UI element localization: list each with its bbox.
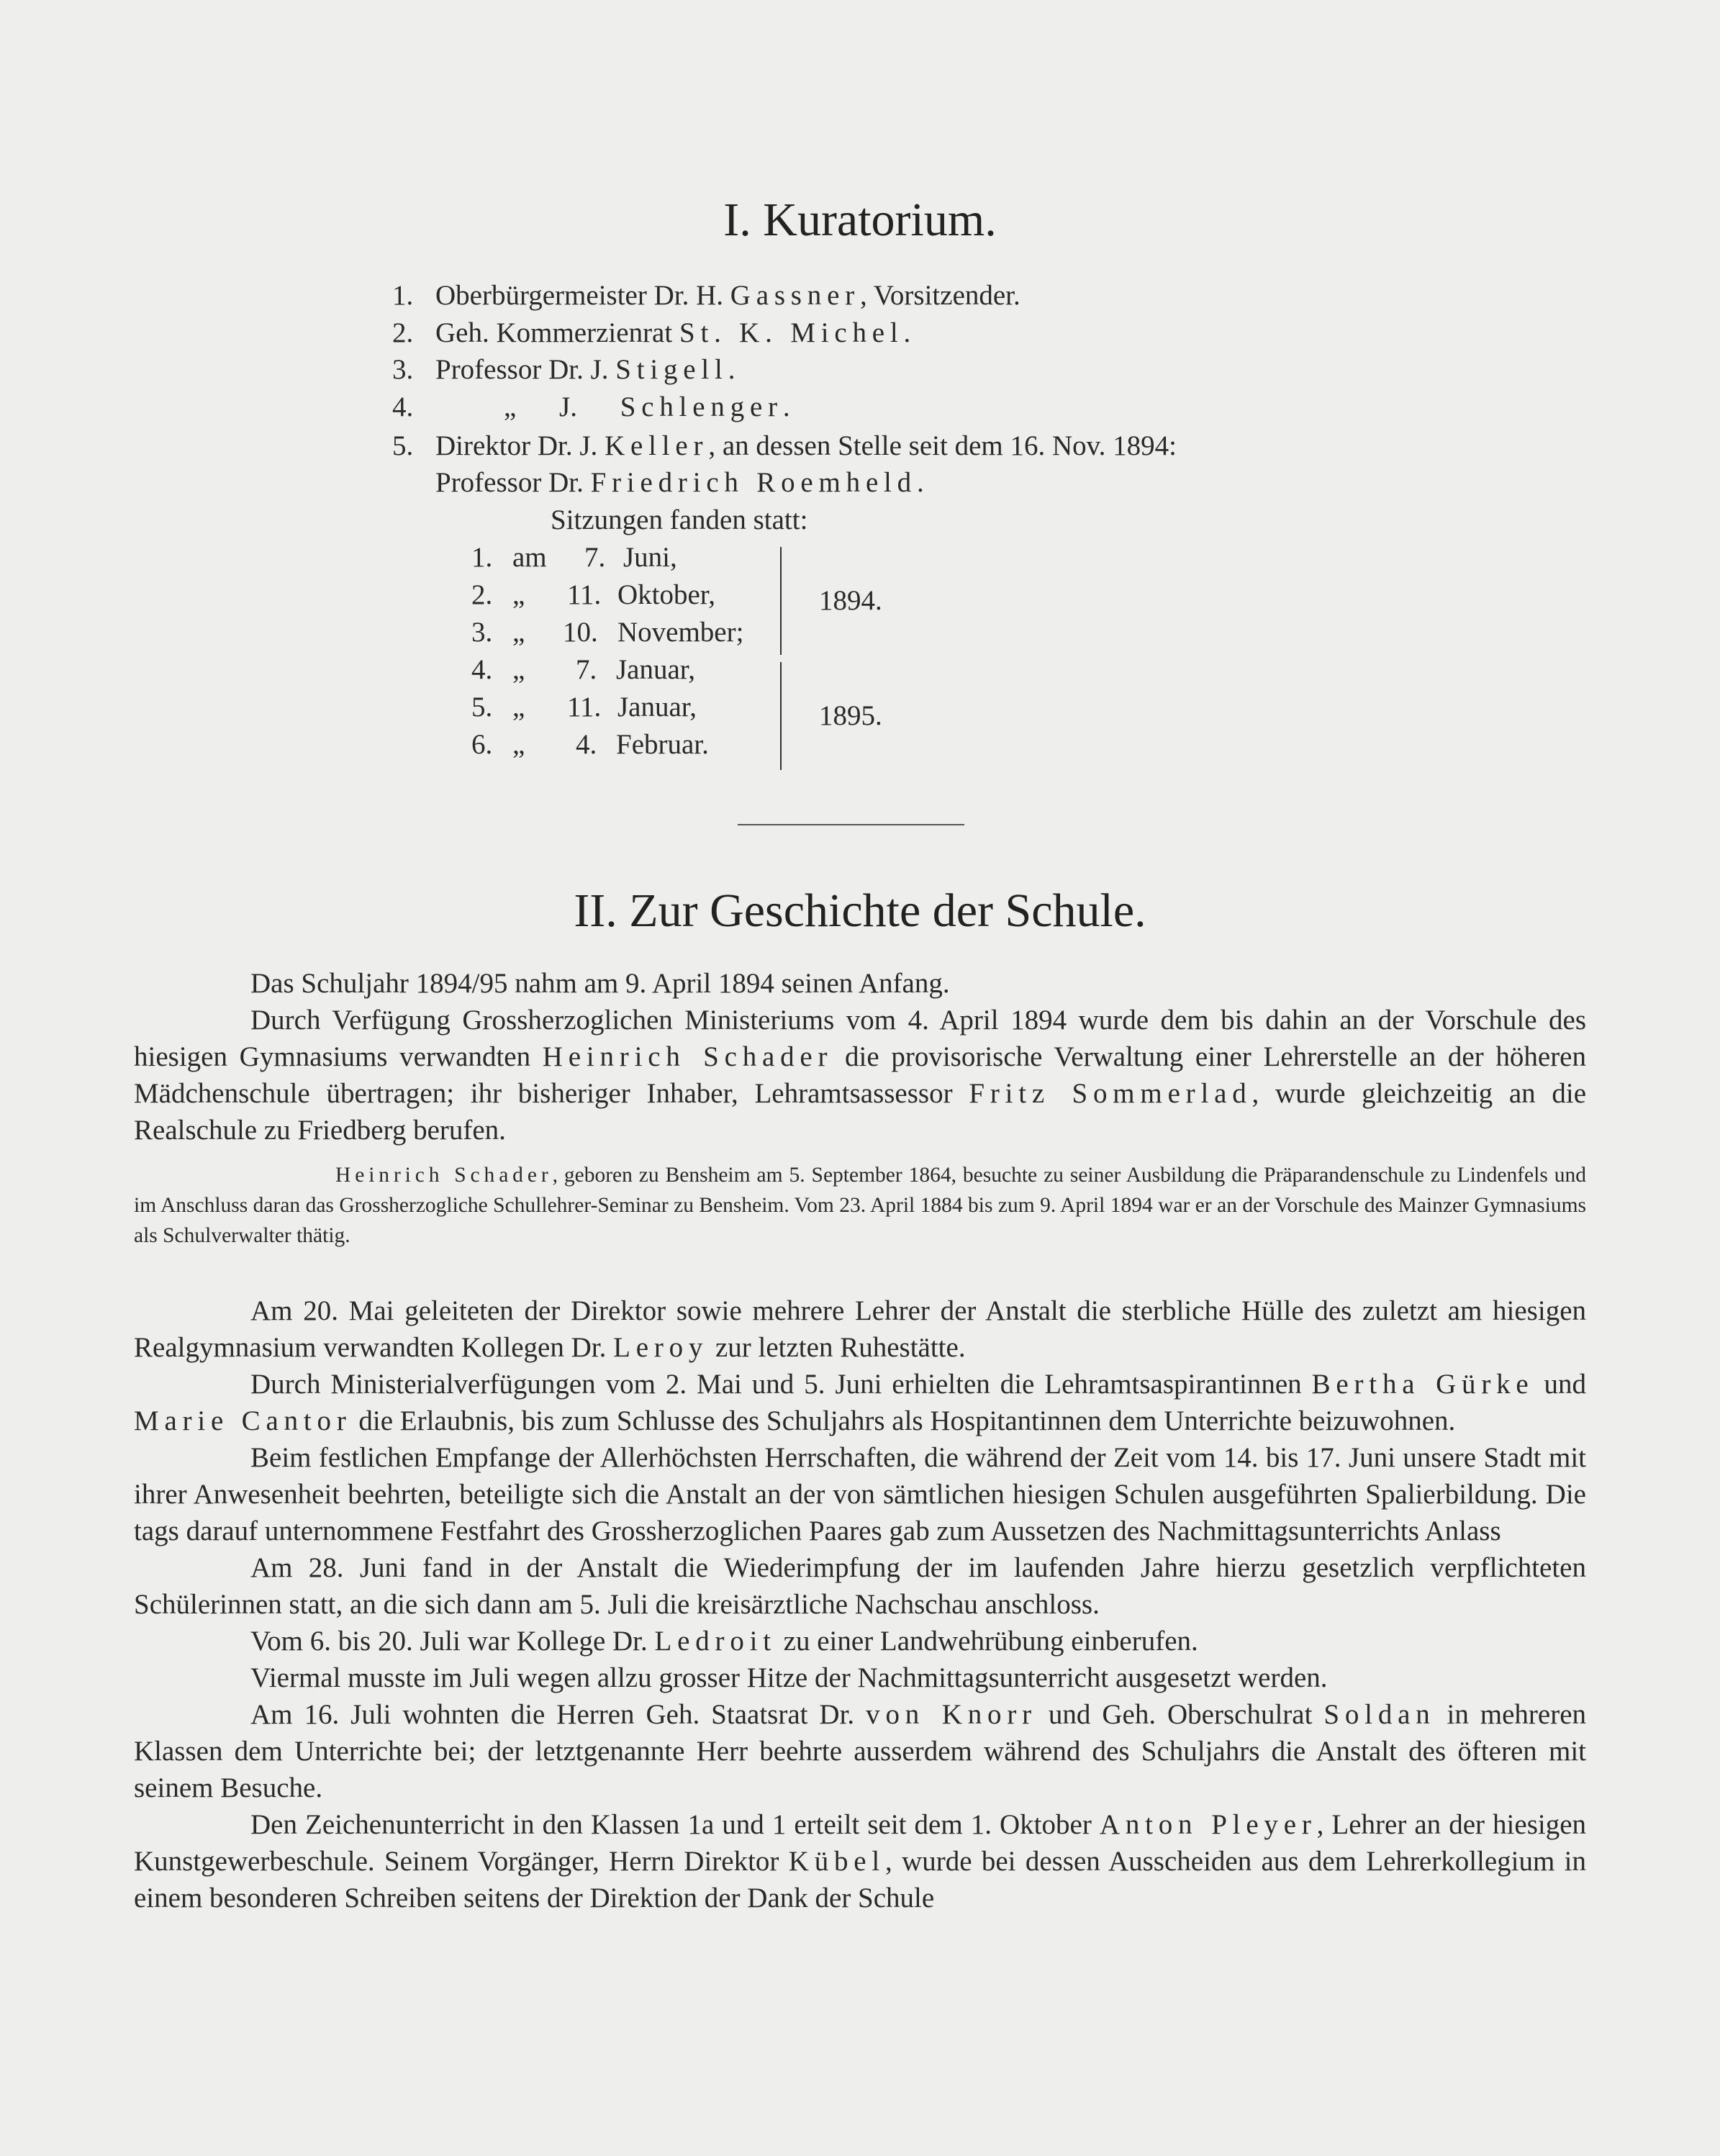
- paragraph-text: Am 16. Juli wohnten die Herren Geh. Staatsrat Dr.: [250, 1699, 855, 1730]
- year-1895: 1895.: [819, 700, 882, 731]
- session-day: 10.: [563, 617, 598, 648]
- member-text: .: [782, 391, 790, 422]
- member-number: 5.: [392, 430, 414, 461]
- member-name: Keller: [605, 430, 709, 461]
- paragraph-text: Durch Verfügung Grossherzoglichen Ministeriums vom 4. April 1894 wurde dem bis dahin an der Vorschule des hiesigen Gymnasiums verwandten: [134, 1005, 1586, 1072]
- paragraph: Beim festlichen Empfange der Allerhöchsten Herrschaften, die während der Zeit vom 14. bis 17. Juni unsere Stadt mit ihrer Anwesenheit beehrten, beteiligte sich die Anstalt an der von sämtlichen hiesigen Schulen ausgeführten Spalierbildung. Die tags darauf unternommene Festfahrt des Grossherzoglichen Paares gab zum Aussetzen des Nachmittagsunterrichts Anlass: [134, 1442, 1586, 1546]
- paragraph-text: zur letzten Ruhestätte.: [715, 1332, 966, 1363]
- section-title-kuratorium: I. Kuratorium.: [723, 194, 997, 246]
- member-line: [435, 317, 910, 349]
- session-num: 2.: [471, 579, 493, 610]
- session-num: 1.: [471, 542, 493, 573]
- session-day: 11.: [567, 579, 602, 610]
- member-number: 1.: [392, 280, 414, 311]
- paragraph: [134, 1002, 1586, 1149]
- paragraph-text: , wurde gleichzeitig an die Realschule zu Friedberg berufen.: [134, 1078, 1586, 1146]
- member-text: .: [728, 354, 735, 385]
- session-prep: am: [512, 542, 547, 573]
- member-name: St. K. Michel: [679, 317, 904, 348]
- member-line: [504, 391, 790, 423]
- session-prep: „: [512, 729, 525, 760]
- person-name: von Knorr: [866, 1699, 1037, 1730]
- history-text-2: [134, 1292, 1586, 1916]
- member-text: , Vorsitzender.: [859, 280, 1020, 311]
- session-day: 7.: [576, 654, 597, 685]
- history-text-1: [134, 965, 1586, 1149]
- member-name: Gassner: [730, 280, 860, 311]
- member-name: Friedrich Roemheld: [590, 467, 917, 498]
- member-text: Professor Dr. J.: [435, 354, 609, 385]
- note-text: , geboren zu Bensheim am 5. September 1864, besuchte zu seiner Ausbildung die Präparandenschule zu Lindenfels und im Anschluss daran das Grossherzogliche Schullehrer-Seminar zu Bensheim. Vom 23. April 1884 bis zum 9. April 1894 war er an der Vorschule des Mainzer Gymnasiums als Schulverwalter thätig.: [134, 1164, 1586, 1247]
- session-num: 3.: [471, 617, 493, 648]
- note-paragraph: [134, 1160, 1586, 1251]
- session-prep: „: [512, 654, 525, 685]
- paragraph: Am 28. Juni fand in der Anstalt die Wiederimpfung der im laufenden Jahre hierzu gesetzlich verpflichteten Schülerinnen statt, an die sich dann am 5. Juli die kreisärztliche Nachschau anschloss.: [134, 1552, 1586, 1620]
- person-name: Bertha Gürke: [1311, 1369, 1534, 1400]
- session-month: Januar,: [616, 654, 695, 685]
- brace-1895: [780, 662, 787, 770]
- session-day: 4.: [576, 729, 597, 760]
- section-title-geschichte: II. Zur Geschichte der Schule.: [574, 884, 1146, 937]
- paragraph-text: Den Zeichenunterricht in den Klassen 1a und 1 erteilt seit dem 1. Oktober: [250, 1809, 1092, 1840]
- session-month: November;: [617, 617, 744, 648]
- session-day: 7.: [584, 542, 606, 573]
- person-name: Marie Cantor: [134, 1405, 352, 1436]
- paragraph-text: in mehreren Klassen dem Unterrichte bei; der letztgenannte Herr beehrte ausserdem während des Schuljahrs die Anstalt des öfteren mit seinem Besuche.: [134, 1699, 1587, 1803]
- biographical-note: [134, 1160, 1586, 1251]
- paragraph-text: zu einer Landwehrübung einberufen.: [783, 1626, 1198, 1657]
- session-prep: „: [512, 692, 525, 723]
- person-name: Heinrich Schader: [542, 1041, 833, 1072]
- paragraph-text: die provisorische Verwaltung einer Lehrerstelle an der höheren Mädchenschule übertragen; ihr bisheriger Inhaber, Lehramtsassessor: [134, 1041, 1586, 1109]
- member-name: Stigell: [615, 354, 728, 385]
- paragraph: Das Schuljahr 1894/95 nahm am 9. April 1894 seinen Anfang.: [250, 968, 950, 999]
- paragraph-text: Am 20. Mai geleiteten der Direktor sowie mehrere Lehrer der Anstalt die sterbliche Hülle des zuletzt am hiesigen Realgymnasium verwandten Kollegen Dr.: [134, 1295, 1586, 1363]
- paragraph-text: , wurde bei dessen Ausscheiden aus dem Lehrerkollegium in einem besonderen Schreiben seitens der Direktion der Dank der Schule: [134, 1846, 1586, 1913]
- brace-1894: [780, 547, 787, 655]
- session-month: Oktober,: [617, 579, 715, 610]
- session-num: 5.: [471, 692, 493, 723]
- paragraph: [134, 1623, 1586, 1659]
- paragraph: [134, 1366, 1586, 1439]
- paragraph: [134, 1696, 1586, 1806]
- paragraph-text: die Erlaubnis, bis zum Schlusse des Schuljahrs als Hospitantinnen dem Unterrichte beizuwohnen.: [358, 1405, 1456, 1436]
- session-month: Januar,: [617, 692, 697, 723]
- member-name: Schlenger: [620, 391, 783, 422]
- session-month: Juni,: [623, 542, 677, 573]
- person-name: Soldan: [1323, 1699, 1436, 1730]
- member-text: Geh. Kommerzienrat: [435, 317, 673, 348]
- paragraph-text: Vom 6. bis 20. Juli war Kollege Dr.: [250, 1626, 648, 1657]
- section-divider: [738, 824, 964, 825]
- member-text: .: [903, 317, 911, 348]
- member-text: Direktor Dr. J.: [435, 430, 598, 461]
- paragraph: [134, 1806, 1586, 1916]
- paragraph: [134, 1292, 1586, 1366]
- person-name: Anton Pleyer: [1099, 1809, 1317, 1840]
- member-text: Professor Dr.: [435, 467, 584, 498]
- member-line: [435, 279, 1020, 312]
- paragraph-text: und: [1544, 1369, 1586, 1400]
- member-text: .: [917, 467, 924, 498]
- member-line: [435, 353, 735, 386]
- member-text: Oberbürgermeister Dr. H.: [435, 280, 723, 311]
- member-text: „ J.: [504, 391, 577, 422]
- paragraph-text: , Lehrer an der hiesigen Kunstgewerbeschule. Seinem Vorgänger, Herrn Direktor: [134, 1809, 1587, 1877]
- person-name: Ledroit: [654, 1626, 777, 1657]
- sessions-heading: Sitzungen fanden statt:: [551, 504, 808, 535]
- session-num: 4.: [471, 654, 493, 685]
- member-line-continuation: [435, 466, 924, 499]
- member-number: 2.: [392, 317, 414, 348]
- session-prep: „: [512, 579, 525, 610]
- year-1894: 1894.: [819, 585, 882, 616]
- paragraph: Viermal musste im Juli wegen allzu grosser Hitze der Nachmittagsunterricht ausgesetzt werden.: [250, 1662, 1328, 1693]
- paragraph-text: und Geh. Oberschulrat: [1048, 1699, 1313, 1730]
- session-prep: „: [512, 617, 525, 648]
- person-name: Heinrich Schader: [335, 1164, 553, 1187]
- person-name: Fritz Sommerlad: [969, 1078, 1252, 1109]
- paragraph-text: Durch Ministerialverfügungen vom 2. Mai und 5. Juni erhielten die Lehramtsaspirantinnen: [250, 1369, 1302, 1400]
- session-num: 6.: [471, 729, 493, 760]
- session-month: Februar.: [616, 729, 709, 760]
- member-text: , an dessen Stelle seit dem 16. Nov. 1894:: [708, 430, 1177, 461]
- session-day: 11.: [567, 692, 602, 723]
- member-number: 4.: [392, 391, 414, 422]
- person-name: Leroy: [613, 1332, 709, 1363]
- member-number: 3.: [392, 354, 414, 385]
- member-line: [435, 430, 1177, 462]
- person-name: Kübel: [788, 1846, 886, 1877]
